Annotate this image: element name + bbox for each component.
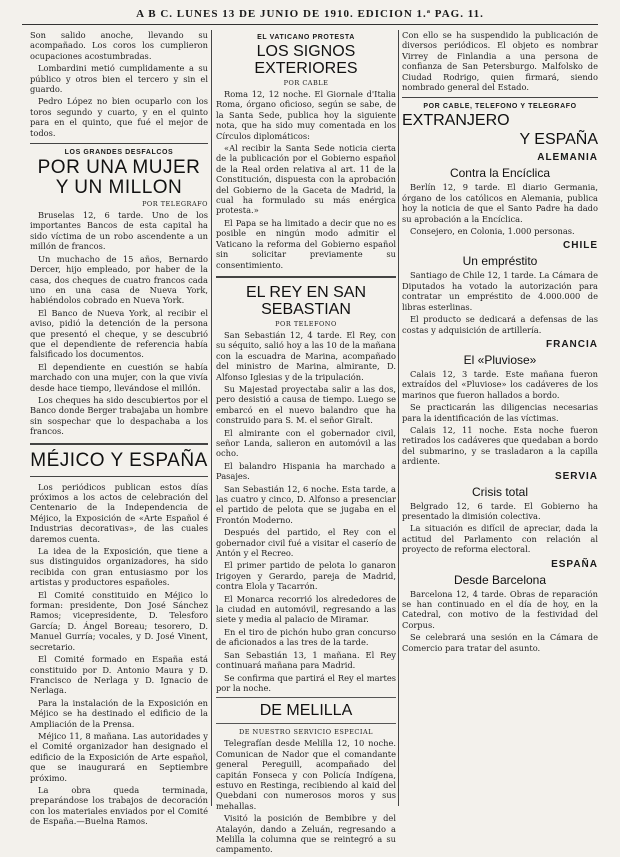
divider xyxy=(30,143,208,144)
paragraph: Los periódicos publican estos días próximos a los actos de celebración del Centenario de la Independencia de Méjico, la Exposición de «Arte Español é Industrias decorativas», de las cuales daremos cuenta. xyxy=(30,481,208,544)
paragraph: Berlín 12, 9 tarde. El diario Germania, órgano de los católicos en Alemania, publica hoy la noticia de que el Santo Padre ha dado su aprobación a la Encíclica. xyxy=(402,182,598,224)
paragraph: En el tiro de pichón hubo gran concurso de aficionados a las tres de la tarde. xyxy=(216,626,396,648)
paragraph: El primer partido de pelota lo ganaron Irigoyen y Gerardo, pareja de Madrid, contra Elola y Tacarrón. xyxy=(216,560,396,592)
subheadline: Un empréstito xyxy=(462,254,538,269)
divider xyxy=(216,276,396,278)
headline-signos: LOS SIGNOS EXTERIORES xyxy=(254,43,358,77)
subheadline: Contra la Encíclica xyxy=(449,166,551,181)
byline: DE NUESTRO SERVICIO ESPECIAL xyxy=(239,728,373,737)
paragraph: Después del partido, el Rey con el gobernador civil fué a visitar el caserío de Antón y el Recreo. xyxy=(216,527,396,559)
paragraph: Calais 12, 11 noche. Esta noche fueron retirados los cadáveres que quedaban a bordo del submarino, y se trasladaron a la capilla ardiente. xyxy=(402,424,598,467)
page-header: A B C. LUNES 13 DE JUNIO DE 1910. EDICION 1.ª PAG. 11. xyxy=(136,8,484,20)
byline: POR TELEFONO xyxy=(275,319,337,328)
country-label: ALEMANIA xyxy=(537,152,598,164)
column-rule-2 xyxy=(398,30,399,806)
paragraph: Los cheques ha sido descubiertos por el Banco donde Berger trabajaba un hombre sin sospechar que lo despachaba a los francos. xyxy=(30,394,208,437)
subheadline: Crisis total xyxy=(471,484,528,499)
paragraph: El Monarca recorrió los alrededores de la ciudad en automóvil, regresando a las siete y media al palacio de Miramar. xyxy=(216,593,396,625)
subheadline: Desde Barcelona xyxy=(453,572,547,587)
paragraph: Se confirma que partirá el Rey el martes por la noche. xyxy=(216,672,396,693)
country-label: FRANCIA xyxy=(546,338,598,350)
paragraph: Santiago de Chile 12, 1 tarde. La Cámara de Diputados ha votado la autorización para contratar un empréstito de 4.000.000 de libras esterlinas. xyxy=(402,270,598,312)
paragraph: Consejero, en Colonia, 1.000 personas. xyxy=(410,226,575,237)
paragraph: Son salido anoche, llevando su acompañado. Los coros los cumplieron ocupaciones acostumbradas. xyxy=(30,30,208,61)
headline-espana: Y ESPAÑA xyxy=(519,131,598,149)
paragraph: Telegrafían desde Melilla 12, 10 noche. Comunican de Nador que el comandante general Pereguill, acompañado del capitán Fonseca y con Policía Indígena, estuvo en Restinga, recibiendo al kaid del Quebdani con numerosos moros y sus mehallas. xyxy=(216,738,396,811)
country-label: SERVIA xyxy=(554,470,598,482)
paragraph: Bruselas 12, 6 tarde. Uno de los importantes Bancos de esta capital ha sido víctima de un robo ascendente a un millón de francos. xyxy=(30,210,208,252)
paragraph: «Al recibir la Santa Sede noticia cierta de la publicación por el Gobierno español de la Real orden relativa al art. 11 de la Constitución, dispuesta con la aprobación del Gobierno de la Gaceta de Madrid, la cual ha formulado su más enérgica protesta.» xyxy=(216,143,396,216)
headline-box xyxy=(216,697,396,724)
byline: POR CABLE xyxy=(283,79,329,87)
column-3 xyxy=(402,30,598,655)
headline-extranjero: EXTRANJERO xyxy=(402,112,510,130)
header-rule xyxy=(22,24,598,25)
subheadline: El «Pluviose» xyxy=(463,352,537,367)
paragraph: Belgrado 12, 6 tarde. El Gobierno ha presentado la dimisión colectiva. xyxy=(402,500,598,521)
column-1 xyxy=(30,30,208,829)
paragraph: Se celebrará una sesión en la Cámara de Comercio para tratar del asunto. xyxy=(402,632,598,653)
paragraph: Barcelona 12, 4 tarde. Obras de reparación se han continuado en el día de hoy, en la Catedral, con motivo de la festividad del Corpus. xyxy=(402,588,598,630)
paragraph: Con ello se ha suspendido la publicación de diversos periódicos. El objeto es nombrar Virrey de Finlandia a una persona de confianza de San Petersburgo. Malfolsko de Ciudad Rodrigo, quien firmará, siendo nombrado general del Estado. xyxy=(402,30,598,93)
headline-rey: EL REY EN SAN SEBASTIAN xyxy=(245,283,367,318)
divider xyxy=(30,443,208,445)
country-label: ESPAÑA xyxy=(551,558,598,570)
paragraph: Un muchacho de 15 años, Bernardo Dercer, hijo empleado, por haber de la casa, dos cheques de cuatro francos cada uno en una casa de Nueva York, habiéndolos cobrado en Nueva York. xyxy=(30,253,208,306)
paragraph: Roma 12, 12 noche. El Giornale d'Italia Roma, órgano oficioso, según se sabe, de la Santa Sede, publica hoy la siguiente nota, que ha sido muy comentada en los Círculos diplomáticos: xyxy=(216,89,396,141)
headline-melilla: DE MELILLA xyxy=(259,702,353,720)
paragraph: Para la instalación de la Exposición en Méjico se ha destinado el edificio de la Ampliación de la Prensa. xyxy=(30,697,208,729)
paragraph: El balandro Hispania ha marchado a Pasajes. xyxy=(216,460,396,482)
paragraph: Lombardini metió cumplidamente a su público y otros bien el tercero y sin el guardo. xyxy=(30,63,208,95)
paragraph: El Comité formado en España está constituido por D. Antonio Maura y D. Francisco de Nerlaga y D. Ignacio de Nerlaga. xyxy=(30,654,208,696)
paragraph: El almirante con el gobernador civil, señor Landa, salieron en automóvil a las ocho. xyxy=(216,427,396,459)
country-label: CHILE xyxy=(563,240,598,252)
paragraph: San Sebastián 12, 4 tarde. El Rey, con su séquito, salió hoy a las 10 de la mañana con la escuadra de Marina, acompañado del ministro de Marina, almirante, D. Alfonso Iglesias y de la tripulación. xyxy=(216,329,396,382)
paragraph: El Papa se ha limitado a decir que no es posible en ningún modo admitir el Vaticano la reforma del Gobierno español sin solicitar previamente su consentimiento. xyxy=(216,217,396,270)
section-kicker: LOS GRANDES DESFALCOS xyxy=(64,149,174,157)
paragraph: La obra queda terminada, preparándose los trabajos de decoración con los materiales enviados por el Comité de España.—Buelna Ramos. xyxy=(30,784,208,827)
paragraph: La situación es difícil de apreciar, dada la actitud del Parlamento con relación al proyecto de reforma electoral. xyxy=(402,523,598,555)
column-rule-1 xyxy=(211,30,212,806)
paragraph: Méjico 11, 8 mañana. Las autoridades y el Comité organizador han designado el edificio de la Exposición de Arte español, que se inaugurará en Septiembre próximo. xyxy=(30,730,208,783)
section-kicker: POR CABLE, TELEFONO Y TELEGRAFO xyxy=(423,103,577,111)
paragraph: Visitó la posición de Bembibre y del Atalayón, dando a Zeluán, regresando a Melilla la columna que se reintegró a su campamento. xyxy=(216,813,396,855)
divider xyxy=(402,97,598,98)
paragraph: El Comité constituido en Méjico lo forman: presidente, Don José Sánchez Ramos; vicepresidente, D. Telesforo García; D. Ángel Boreau; tesorero, D. Manuel Gurría; vocales, y D. José Vinent, secretario. xyxy=(30,589,208,652)
column-2 xyxy=(216,30,396,857)
paragraph: Pedro López no bien ocuparlo con los toros segundo y cuarto, y en el quinto para en el quinto, que fué el mejor de todos. xyxy=(30,96,208,138)
paragraph: Calais 12, 3 tarde. Este mañana fueron extraídos del «Pluviose» los cadáveres de los marinos que fueron hallados a bordo. xyxy=(402,368,598,400)
paragraph: San Sebastián 12, 6 noche. Esta tarde, a las cuatro y cinco, D. Alfonso a presenciar el partido de pelota que se jugaba en el Frontón Moderno. xyxy=(216,483,396,525)
byline: POR TELEGRAFO xyxy=(142,200,208,209)
paragraph: El dependiente en cuestión se había marchado con una mujer, con la que vivía desde hace tiempo, llevándose el millón. xyxy=(30,361,208,393)
headline-una-mujer: POR UNA MUJER Y UN MILLON xyxy=(37,157,201,199)
paragraph: La idea de la Exposición, que tiene a sus distinguidos organizadores, ha sido recibida con gran entusiasmo por los artistas y productores españoles. xyxy=(30,546,208,588)
paragraph: San Sebastián 13, 1 mañana. El Rey continuará mañana para Madrid. xyxy=(216,649,396,671)
divider xyxy=(30,476,208,477)
paragraph: El producto se dedicará a defensas de las costas y adquisición de artillería. xyxy=(402,314,598,335)
headline-mejico: MÉJICO Y ESPAÑA xyxy=(30,449,208,471)
section-kicker: EL VATICANO PROTESTA xyxy=(257,34,355,41)
paragraph: Se practicarán las diligencias necesarias para la identificación de las víctimas. xyxy=(402,402,598,423)
paragraph: Su Majestad proyectaba salir a las dos, pero desistió a causa de tiempo. Luego se embarcó en el nuevo balandro que ha construido para S. M. el señor Giralt. xyxy=(216,383,396,426)
paragraph: El Banco de Nueva York, al recibir el aviso, pidió la detención de la persona que presentó el cheque, y se descubrió que el dependiente de referencia había falsificado los documentos. xyxy=(30,307,208,360)
